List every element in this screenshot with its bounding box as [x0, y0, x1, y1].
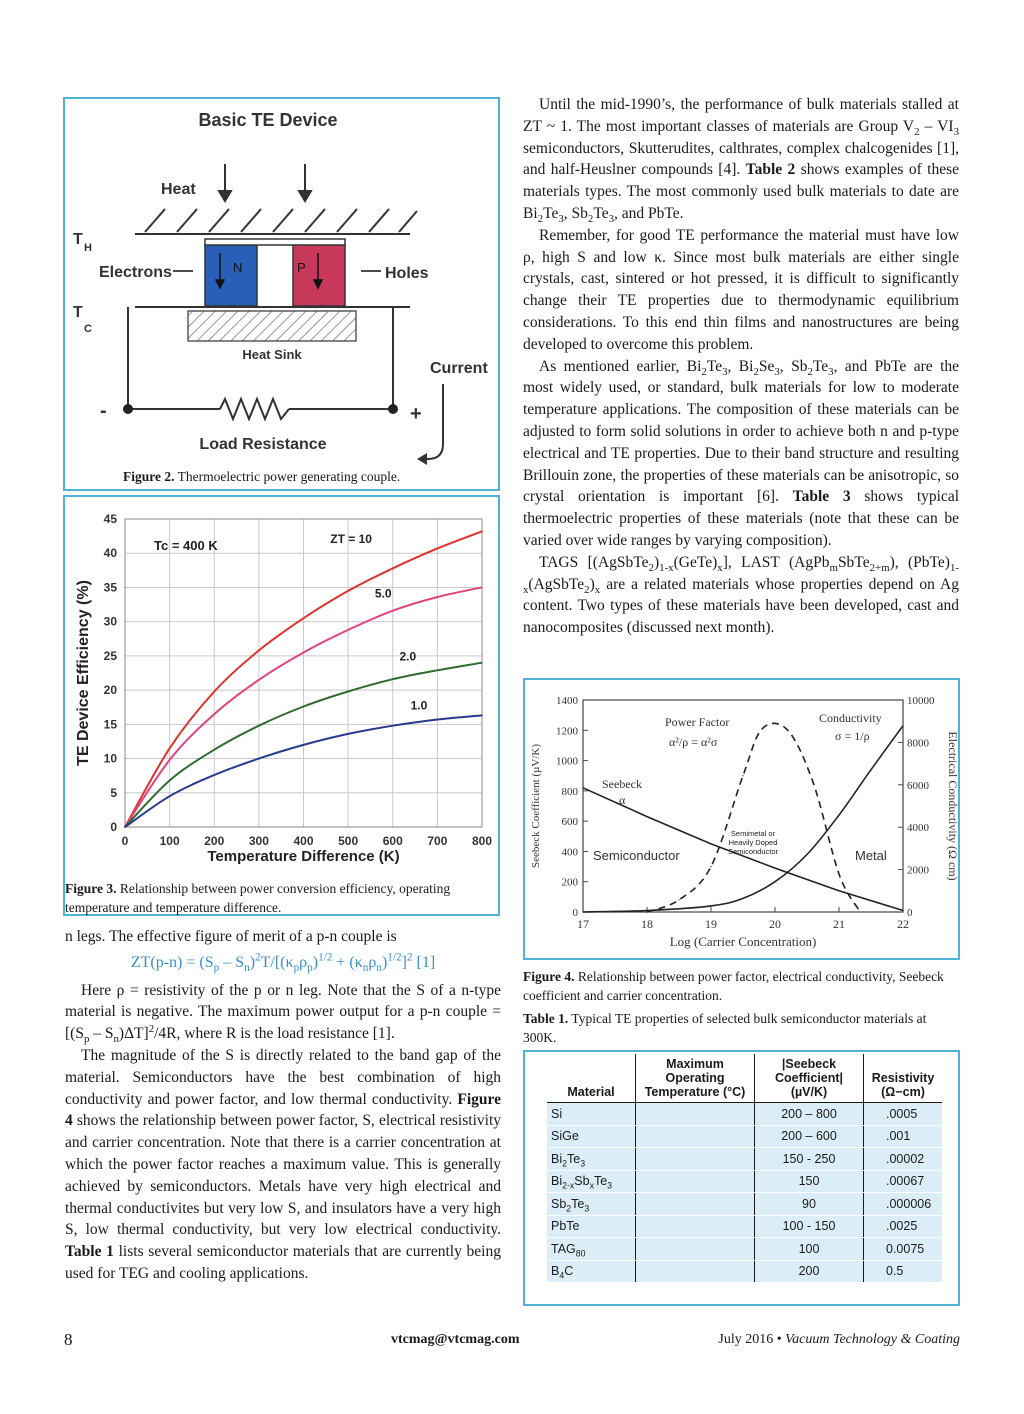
series-point	[838, 874, 839, 875]
series-point	[678, 899, 679, 900]
x-tick-label: 19	[705, 917, 717, 931]
electrons-label: Electrons	[99, 264, 172, 281]
series-line-1	[583, 726, 903, 912]
x-tick-label: 300	[248, 834, 269, 848]
series-point	[303, 652, 305, 654]
y-tick-label: 15	[103, 717, 117, 732]
series-point	[646, 816, 647, 817]
series-point	[303, 744, 305, 746]
series-label: 5.0	[374, 586, 392, 601]
series-point	[347, 691, 349, 693]
page-number: 8	[64, 1330, 73, 1349]
y-tick-label: 25	[103, 648, 117, 663]
y-tick-label: 0	[572, 907, 578, 919]
tc-label: T	[73, 304, 83, 321]
x-tick-label: 600	[382, 834, 403, 848]
series-point	[774, 867, 775, 868]
tc-sub-label: C	[84, 323, 92, 335]
holes-label: Holes	[385, 265, 429, 282]
load-resistance-label: Load Resistance	[199, 436, 327, 453]
power-factor-eq-label: α²/ρ = α²σ	[669, 735, 718, 749]
series-point	[710, 905, 711, 906]
x-tick-label: 22	[897, 917, 909, 931]
figure-4-caption-text: Relationship between power factor, electrical conductivity, Seebeck coefficient and carrier concentration.	[523, 969, 944, 1003]
series-point	[838, 890, 839, 891]
header-max-temp: Maximum Operating Temperature (°C)	[636, 1054, 755, 1103]
y-tick-label: 600	[561, 816, 578, 829]
series-point	[303, 706, 305, 708]
table-1-caption-label: Table 1.	[523, 1011, 569, 1026]
paragraph-resistivity: Here ρ = resistivity of the p or n leg. Note that the S of a n-type material is negative. The maximum power output for a p-n couple = $[(S_p - S_n)\Delta T]^2/4R$, where R is the load resistance [1].	[65, 981, 501, 1046]
paragraph-standard-materials: As mentioned earlier, $Bi_2Te_3$, $Bi_2Se_3$, $Sb_2Te_3$, and PbTe are the most widely used, or standard, bulk materials for low to moderate temperature applications. The composition of these materials can be adjusted to form solid solutions in order to achieve both n and p-type electrical and TE properties. Due to their band structure and resulting Brillouin zone, the properties of these materials can be anisotropic, so crystal orientation is important [6]. Table 3 shows typical thermoelectric properties of these materials (note that these can be varied over wide ranges by varying composition).	[523, 357, 959, 549]
cell-seebeck: 200 – 600	[755, 1125, 864, 1148]
table-1	[547, 1054, 942, 1283]
efficiency-chart	[65, 497, 498, 877]
series-point	[481, 715, 483, 717]
footer-email: vtcmag@vtcmag.com	[391, 1332, 520, 1347]
x-tick-label: 800	[471, 834, 493, 848]
cell-resistivity: .0025	[864, 1215, 943, 1238]
n-leg-label: N	[233, 260, 243, 275]
series-point	[392, 678, 394, 680]
series-point	[392, 725, 394, 727]
zt-formula: $ZT(p-n) = (S_p - S_n)^2T/[(\kappa_p\rho_p)^{1/2} + (\kappa_n\rho_n)^{1/2}]^2$ [1]	[130, 951, 436, 974]
cell-seebeck: 200 – 800	[755, 1103, 864, 1126]
terminal-plus	[388, 404, 398, 414]
cell-seebeck: 200	[755, 1260, 864, 1283]
series-point	[258, 725, 260, 727]
cell-seebeck: 100	[755, 1238, 864, 1261]
y-tick-label: 1200	[556, 725, 578, 738]
series-point	[481, 587, 483, 589]
carrier-concentration-chart	[525, 680, 958, 958]
series-point	[169, 747, 171, 749]
series-point	[742, 898, 743, 899]
x-tick-label: 200	[204, 834, 225, 848]
x-tick-label: 500	[338, 834, 359, 848]
series-point	[213, 774, 215, 776]
cell-material: PbTe	[547, 1215, 636, 1238]
paragraph-intro: n legs. The effective figure of merit of a p-n couple is	[65, 928, 397, 945]
series-point	[258, 650, 260, 652]
figure-3-box	[63, 495, 500, 916]
y-tick-label: 5	[110, 785, 117, 800]
tc-annotation: Tc = 400 K	[154, 537, 218, 553]
footer-publication	[718, 1332, 960, 1348]
series-point	[347, 733, 349, 735]
cell-max-temp	[636, 1238, 755, 1261]
series-point	[169, 780, 171, 782]
conductivity-label: Conductivity	[819, 711, 882, 725]
cell-resistivity: 0.5	[864, 1260, 943, 1283]
table-row	[547, 1193, 942, 1216]
cell-material: $TAG_{80}$	[547, 1238, 636, 1261]
x-tick-label: 700	[427, 834, 448, 848]
series-point	[787, 730, 788, 731]
left-column-text	[65, 926, 501, 1285]
table-row	[547, 1170, 942, 1193]
table-row	[547, 1215, 942, 1238]
x-tick-label: 0	[121, 834, 129, 848]
y2-axis-label: Electrical Conductivity (Ω cm)	[946, 731, 960, 881]
plus-label: +	[410, 403, 422, 425]
cell-seebeck: 90	[755, 1193, 864, 1216]
series-point	[838, 814, 839, 815]
cell-max-temp	[636, 1125, 755, 1148]
y-tick-label: 1400	[556, 695, 578, 707]
cell-max-temp	[636, 1170, 755, 1193]
heat-label: Heat	[161, 181, 196, 198]
y2-tick-label: 2000	[907, 864, 929, 877]
y2-tick-label: 0	[907, 907, 913, 919]
conductivity-eq-label: σ = 1/ρ	[835, 729, 870, 743]
series-point	[902, 725, 903, 726]
table-1-caption-text: Typical TE properties of selected bulk semiconductor materials at 300K.	[523, 1011, 927, 1045]
series-label: 2.0	[399, 649, 417, 664]
series-point	[213, 749, 215, 751]
table-row	[547, 1148, 942, 1171]
y-tick-label: 45	[103, 512, 117, 526]
y-axis-label: TE Device Efficiency (%)	[75, 580, 92, 766]
paragraph-magnitude: The magnitude of the S is directly related to the band gap of the material. Semiconductors have the best combination of high conductivity and power factor, and low thermal conductivity. Figure 4 shows the relationship between power factor, S, electrical resistivity and carrier concentration. Note that there is a carrier concentration at which the power factor reaches a maximum value. This is generally achieved by semiconductors. Metals have very high electrical and thermal conductivites but very low S, and insulators have a very high S, low thermal conductivity, but very low electrical conductivity. Table 1 lists several semiconductor materials that are currently being used for TEG and cooling applications.	[65, 1046, 501, 1282]
table-header-row	[547, 1054, 942, 1103]
series-point	[582, 911, 583, 912]
semiconductor-label: Semiconductor	[593, 848, 680, 863]
table-row	[547, 1238, 942, 1261]
paragraph-materials: Until the mid-1990’s, the performance of bulk materials stalled at ZT ~ 1. The most important classes of materials are Group $V_2 - VI_3$ semiconductors, Skutterudites, calthrates, complex chalcogenides [1], and half-Heuslner compounds [4]. Table 2 shows examples of these materials types. The most commonly used bulk materials to date are $Bi_2Te_3$, $Sb_2Te_3$, and PbTe.	[523, 96, 959, 226]
table-row	[547, 1103, 942, 1126]
cell-resistivity: .001	[864, 1125, 943, 1148]
semimetal-label: Semimetal or Heavily Doped Semiconductor	[727, 829, 779, 856]
cell-material: $B_4C$	[547, 1260, 636, 1283]
figure-4-caption-label: Figure 4.	[523, 969, 575, 984]
figure-4-caption	[523, 967, 960, 1005]
series-point	[437, 669, 439, 671]
x-axis-label: Temperature Difference (K)	[207, 848, 400, 865]
series-point	[437, 548, 439, 550]
terminal-minus	[123, 404, 133, 414]
y-tick-label: 1000	[556, 755, 578, 768]
n-leg	[205, 244, 257, 306]
cell-material: $Bi_{2-x}Sb_xTe_3$	[547, 1170, 636, 1193]
cell-max-temp	[636, 1215, 755, 1238]
cell-max-temp	[636, 1148, 755, 1171]
series-point	[858, 908, 859, 909]
x-tick-label: 17	[577, 917, 589, 931]
footer-magazine: Vacuum Technology & Coating	[785, 1332, 960, 1347]
hot-plate	[135, 209, 417, 234]
series-point	[710, 843, 711, 844]
x-axis-label: Log (Carrier Concentration)	[669, 934, 817, 949]
figure-2-caption-text: Thermoelectric power generating couple.	[174, 469, 401, 484]
figure-3-caption	[65, 879, 498, 917]
series-point	[481, 662, 483, 664]
center-plate	[205, 239, 345, 245]
cell-resistivity: .000006	[864, 1193, 943, 1216]
table-row	[547, 1260, 942, 1283]
y2-tick-label: 6000	[907, 779, 929, 792]
cell-resistivity: .00002	[864, 1148, 943, 1171]
series-point	[762, 728, 763, 729]
y-tick-label: 30	[103, 614, 117, 629]
series-point	[774, 881, 775, 882]
series-point	[646, 911, 647, 912]
minus-label: -	[100, 400, 107, 422]
p-leg-label: P	[297, 260, 306, 275]
y2-tick-label: 10000	[907, 695, 935, 707]
cell-max-temp	[636, 1103, 755, 1126]
y-axis-label: Seebeck Coefficient (µV/K)	[530, 743, 542, 869]
series-point	[902, 910, 903, 911]
cell-seebeck: 150 - 250	[755, 1148, 864, 1171]
right-column-text	[523, 94, 959, 639]
y-tick-label: 10	[103, 751, 117, 766]
cell-max-temp	[636, 1260, 755, 1283]
cell-resistivity: .0005	[864, 1103, 943, 1126]
series-line-2	[647, 723, 858, 912]
heat-sink-label: Heat Sink	[242, 347, 302, 362]
series-point	[213, 691, 215, 693]
cell-seebeck: 150	[755, 1170, 864, 1193]
series-point	[258, 758, 260, 760]
diagram-title: Basic TE Device	[198, 110, 338, 130]
series-point	[646, 910, 647, 911]
heat-arrows	[219, 164, 311, 201]
te-device-diagram	[65, 99, 498, 471]
y-tick-label: 40	[103, 546, 117, 561]
cell-material: SiGe	[547, 1125, 636, 1148]
footer-bullet: •	[776, 1332, 782, 1347]
cell-material: $Sb_2Te_3$	[547, 1193, 636, 1216]
figure-4-box	[523, 678, 960, 960]
metal-label: Metal	[855, 848, 887, 863]
header-resistivity: Resistivity (Ω−cm)	[864, 1054, 943, 1103]
series-point	[347, 590, 349, 592]
heat-sink	[188, 311, 356, 341]
th-sub-label: H	[84, 242, 92, 254]
cell-material: Si	[547, 1103, 636, 1126]
y-tick-label: 800	[561, 785, 578, 798]
x-tick-label: 21	[833, 917, 845, 931]
x-tick-label: 18	[641, 917, 653, 931]
series-point	[437, 596, 439, 598]
series-point	[303, 617, 305, 619]
y-tick-label: 200	[561, 876, 578, 889]
series-point	[742, 775, 743, 776]
figure-2-caption	[123, 467, 503, 486]
x-tick-label: 100	[159, 834, 180, 848]
series-point	[806, 854, 807, 855]
series-point	[481, 531, 483, 533]
header-material: Material	[547, 1054, 636, 1103]
series-point	[392, 610, 394, 612]
footer-date: July 2016	[718, 1332, 774, 1347]
cell-seebeck: 100 - 150	[755, 1215, 864, 1238]
header-seebeck: |Seebeck Coefficient| (µV/K)	[755, 1054, 864, 1103]
seebeck-label: Seebeck	[602, 777, 642, 791]
cell-max-temp	[636, 1193, 755, 1216]
series-label: ZT = 10	[330, 531, 372, 546]
y2-tick-label: 4000	[907, 822, 929, 835]
table-1-caption	[523, 1009, 960, 1047]
cell-material: $Bi_2Te_3$	[547, 1148, 636, 1171]
y-tick-label: 0	[110, 820, 117, 834]
series-point	[124, 826, 126, 828]
series-point	[437, 719, 439, 721]
series-point	[710, 866, 711, 867]
leg-arrows	[173, 253, 381, 288]
cell-resistivity: 0.0075	[864, 1238, 943, 1261]
series-point	[870, 769, 871, 770]
series-point	[813, 783, 814, 784]
y-tick-label: 35	[103, 580, 117, 595]
figure-3-caption-text: Relationship between power conversion efficiency, operating temperature and temperature difference.	[65, 881, 451, 915]
cell-resistivity: .00067	[864, 1170, 943, 1193]
series-point	[169, 759, 171, 761]
p-leg	[293, 244, 345, 306]
paragraph-remember: Remember, for good TE performance the material must have low ρ, high S and low κ. Since most bulk materials are either single crystals, cast, sintered or hot pressed, it is difficult to significantly change their TE properties due to thermodynamic equilibrium considerations. To this end thin films and nanostructures are being developed to overcome this problem.	[523, 226, 959, 353]
table-1-box	[523, 1050, 960, 1306]
y-tick-label: 20	[103, 683, 117, 698]
series-point	[582, 787, 583, 788]
series-point	[213, 713, 215, 715]
alpha-label: α	[619, 793, 626, 807]
table-row	[547, 1125, 942, 1148]
th-label: T	[73, 231, 83, 248]
figure-3-caption-label: Figure 3.	[65, 881, 117, 896]
current-label: Current	[430, 360, 488, 377]
power-factor-label: Power Factor	[665, 715, 730, 729]
current-arrow	[417, 453, 427, 465]
y2-tick-label: 8000	[907, 737, 929, 750]
paragraph-tags-last: TAGS $[(AgSbTe_2)_{1-x}(GeTe)_x]$, LAST (AgPb$_m$SbTe$_{2+m}$), $(PbTe)_{1-x}(AgSbTe_2)_x$ are a related materials whose properties depend on Ag content. Two types of these materials have been developed, cast and nanocomposites (discussed next month).	[523, 553, 960, 637]
x-tick-label: 20	[769, 917, 781, 931]
series-label: 1.0	[410, 698, 428, 713]
series-point	[347, 629, 349, 631]
series-point	[392, 567, 394, 569]
figure-2-caption-label: Figure 2.	[123, 469, 175, 484]
series-point	[258, 679, 260, 681]
y-tick-label: 400	[561, 846, 578, 859]
figure-2-box	[63, 97, 500, 491]
x-tick-label: 400	[293, 834, 314, 848]
series-point	[169, 795, 171, 797]
